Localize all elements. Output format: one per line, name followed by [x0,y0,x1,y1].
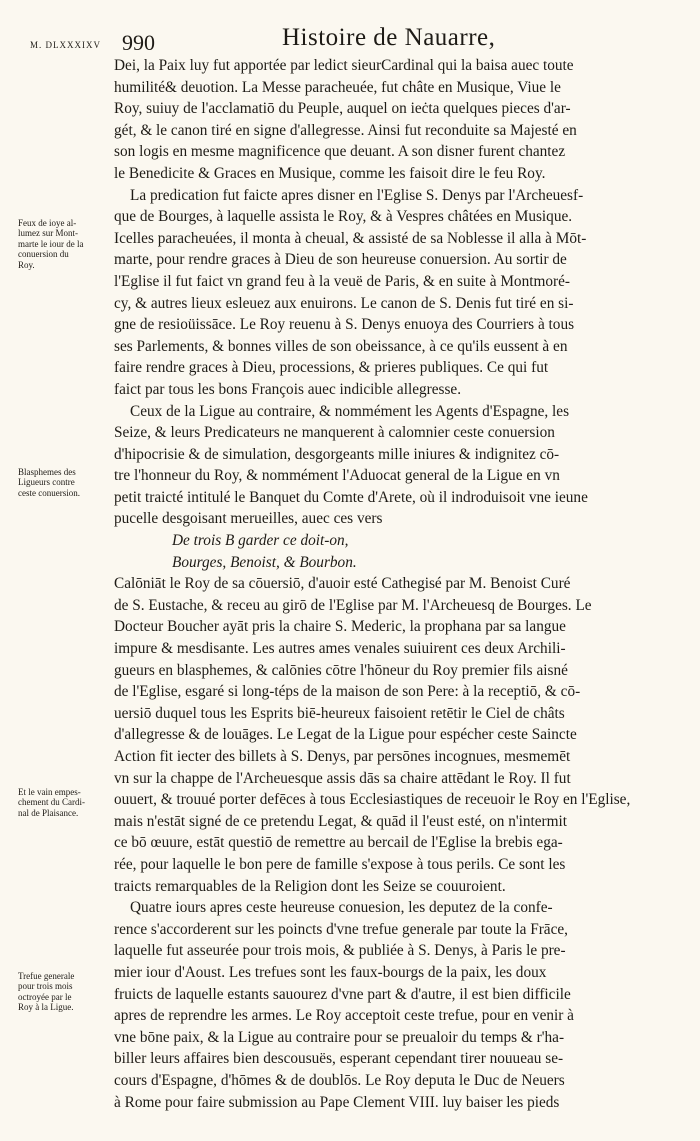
marginal-note [18,787,110,818]
text-line: pucelle desgoisant merueilles, auec ces vers [114,510,383,528]
text-line: d'allegresse & de louāges. Le Legat de la Ligue pour espécher ceste Saincte [114,726,577,744]
text-line: vn sur la chappe de l'Archeuesque assis dās sa chaire attēdant le Roy. Il fut [114,769,571,787]
marginal-note-line: octroyée par le [18,991,72,1002]
text-line: Quatre iours apres ceste heureuse conuesion, les deputez de la confe- [130,899,553,917]
text-line: humilité& deuotion. La Messe paracheuée, fut châte en Musique, Viue le [114,78,561,96]
page-number: 990 [122,30,155,55]
text-line: biller leurs affaires bien descousuës, esperant cependant tirer nouueau se- [114,1050,564,1068]
verse-line: De trois B garder ce doit-on, [172,532,349,550]
marginal-note-line: Blasphemes des [18,467,76,477]
text-line: cours d'Espagne, d'hōmes & de doublōs. Le Roy deputa le Duc de Neuers [114,1071,565,1089]
text-line: gueurs en blasphemes, & calōnies cōtre l'hōneur du Roy premier fils aisné [114,661,568,679]
text-line: à Rome pour faire submission au Pape Clement VIII. luy baiser les pieds [114,1093,560,1111]
text-line: de S. Eustache, & receu au girō de l'Eglise par M. l'Archeuesq de Bourges. Le [114,596,592,614]
text-line: Roy, suiuy de l'acclamatiō du Peuple, auquel on ieċta quelques pieces d'ar- [114,100,571,118]
text-line: fruicts de laquelle estants sauourez d'vne part & d'autre, il est bien difficile [114,985,571,1003]
marginal-note-line: nal de Plaisance. [18,807,79,818]
marginal-note-line: conuersion du [18,249,69,260]
text-line: Dei, la Paix luy fut apportée par ledict sieurCardinal qui la baisa auec toute [114,57,574,74]
verse-line: Bourges, Benoist, & Bourbon. [172,553,357,571]
text-line: apres de reprendre les armes. Le Roy acceptoit ceste trefue, pour en venir à [114,1007,574,1025]
text-line: gét, & le canon tiré en signe d'allegresse. Ainsi fut reconduite sa Majesté en [114,121,577,139]
text-line: rée, pour laquelle le bon pere de famille s'expose à tous perils. Ce sont les [114,855,566,873]
marginal-note-line: Ligueurs contre [18,477,75,488]
text-line: ses Parlements, & bonnes villes de son obeissance, à ce qu'ils eussent à en [114,337,568,355]
text-line: gne de resioüissāce. Le Roy reuenu à S. Denys enuoya des Courriers à tous [114,316,575,334]
text-line: Docteur Boucher ayāt pris la chaire S. Mederic, la prophana par sa langue [114,618,566,636]
marginal-note-line: Feux de ioye al- [18,218,77,228]
marginal-note-line: ceste conuersion. [18,487,80,498]
text-line: petit traicté intitulé le Banquet du Comte d'Arete, où il indroduisoit vne ieune [114,488,588,506]
marginal-note-line: chement du Cardi- [18,797,85,808]
marginal-note-line: lumez sur Mont- [18,228,78,239]
text-line: Calōniāt le Roy de sa cōuersiō, d'auoir esté Cathegisé par M. Benoist Curé [114,575,571,593]
text-line: vne bōne paix, & la Ligue au contraire pour se preualoir du temps & r'ha- [114,1028,565,1046]
text-line: Ceux de la Ligue au contraire, & nommément les Agents d'Espagne, les [130,402,570,420]
page-signature: M. DLXXXIXV [30,40,101,50]
marginal-note [18,218,110,270]
marginal-note-line: Roy à la Ligue. [18,1002,74,1013]
text-line: traicts remarquables de la Religion dont les Seize se couuroient. [114,877,506,895]
text-line: ce bō œuure, estāt questiō de remettre au bercail de l'Eglise la brebis ega- [114,834,563,852]
text-line: ouuert, & trouué porter defēces à tous Ecclesiastiques de receuoir le Roy en l'Eglise, [114,791,631,809]
text-line: marte, pour rendre graces à Dieu de son heureuse conuersion. Au sortir de [114,251,567,269]
text-line: cy, & autres lieux esleuez aux enuirons. Le canon de S. Denis fut tiré en si- [114,294,574,312]
text-line: Icelles paracheuées, il monta à cheual, & assisté de sa Noblesse il alla à Mōt- [114,229,587,247]
text-line: uersiō duquel tous les Esprits biē-heureux faisoient retētir le Ciel de châts [114,704,565,722]
body-text [114,55,684,1113]
text-line: l'Eglise il fut faict vn grand feu à la veuë de Paris, & en suite à Montmoré- [114,272,571,290]
marginal-note-line: Trefue generale [18,971,75,981]
text-line: laquelle fut asseurée pour trois mois, & publiée à S. Denys, à Paris le pre- [114,942,566,960]
marginal-note-line: pour trois mois [18,981,73,992]
text-line: le Benedicite & Graces en Musique, comme les faisoit dire le feu Roy. [114,164,546,182]
marginal-note-line: marte le iour de la [18,238,84,249]
text-line: mier iour d'Aoust. Les trefues sont les faux-bourgs de la paix, les doux [114,963,547,981]
text-line: mais n'estāt signé de ce pretendu Legat, & quād il l'eust esté, on n'intermit [114,812,568,830]
text-line: de l'Eglise, esgaré si long-téps de la maison de son Pere: à la receptiō, & cō- [114,683,581,701]
text-line: faict par tous les bons François auec indicible allegresse. [114,380,462,398]
text-line: que de Bourges, à laquelle assista le Roy, & à Vespres châtées en Musique. [114,208,573,226]
running-head [0,14,700,54]
marginal-note [18,467,110,498]
text-line: faire rendre graces à Dieu, processions, & prieres publiques. Ce qui fut [114,359,549,377]
marginal-note-line: Et le vain empes- [18,787,81,797]
text-line: Seize, & leurs Predicateurs ne manquerent à calomnier ceste conuersion [114,424,555,442]
marginal-note-line: Roy. [18,259,35,270]
marginal-note [18,971,110,1013]
text-line: tre l'honneur du Roy, & nommément l'Aduocat general de la Ligue en vn [114,467,560,485]
text-line: rence s'accorderent sur les poincts d'vne trefue generale par toute la Frāce, [114,920,568,938]
text-line: impure & mesdisante. Les autres ames venales suiuirent ces deux Archili- [114,640,566,658]
text-line: Action fit iecter des billets à S. Denys, par persōnes incognues, mesmemēt [114,748,571,765]
text-line: son logis en mesme magnificence que deuant. A son disner furent chantez [114,143,566,161]
text-line: d'hipocrisie & de simulation, desgorgeants mille iniures & indignitez cō- [114,445,560,463]
text-line: La predication fut faicte apres disner en l'Eglise S. Denys par l'Archeuesf- [130,186,584,204]
running-title: Histoire de Nauarre, [282,24,496,51]
